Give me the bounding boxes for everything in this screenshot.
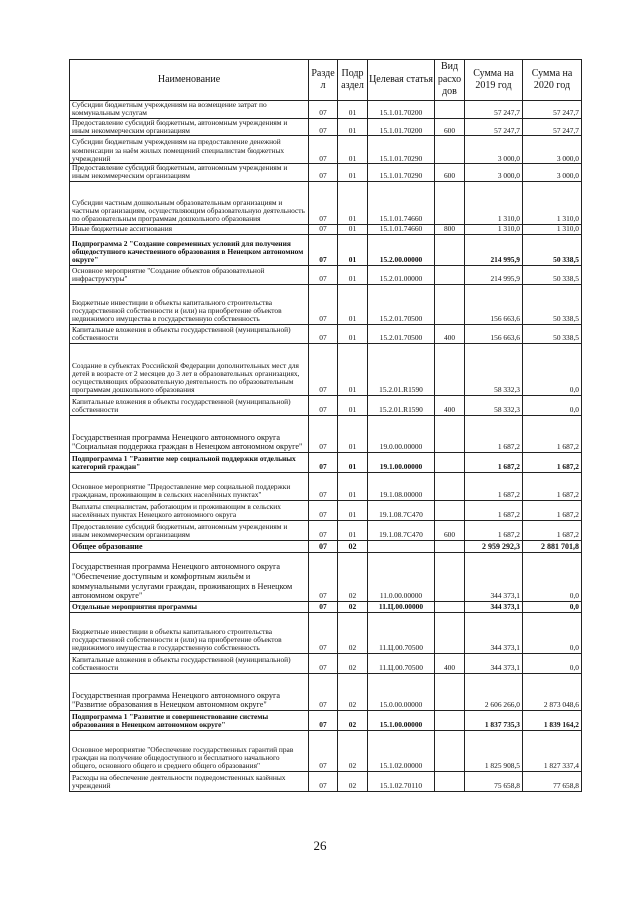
cell-sum-2020: 0,0 — [523, 395, 582, 415]
cell-razdel: 07 — [309, 472, 338, 500]
cell-name: Капитальные вложения в объекты государственной (муниципальной) собственности — [70, 653, 309, 673]
cell-razdel: 07 — [309, 500, 338, 520]
cell-razdel: 07 — [309, 540, 338, 552]
table-row — [70, 324, 582, 343]
table-row — [70, 552, 582, 601]
cell-article: 15.1.01.70200 — [368, 118, 435, 136]
budget-table — [69, 59, 582, 792]
cell-podrazdel: 01 — [338, 415, 368, 452]
cell-sum-2020: 57 247,7 — [523, 101, 582, 119]
table-row — [70, 452, 582, 472]
cell-article: 15.2.01.70500 — [368, 324, 435, 343]
cell-name: Иные бюджетные ассигнования — [70, 224, 309, 234]
cell-podrazdel: 01 — [338, 343, 368, 395]
table-row — [70, 601, 582, 612]
cell-podrazdel: 02 — [338, 730, 368, 771]
cell-podrazdel: 01 — [338, 234, 368, 265]
cell-sum-2019: 58 332,3 — [465, 395, 523, 415]
table-row — [70, 265, 582, 284]
table-row — [70, 284, 582, 324]
cell-podrazdel: 01 — [338, 520, 368, 540]
cell-sum-2020: 1 310,0 — [523, 224, 582, 234]
cell-sum-2019: 1 310,0 — [465, 224, 523, 234]
cell-razdel: 07 — [309, 520, 338, 540]
cell-sum-2020: 1 310,0 — [523, 181, 582, 224]
cell-sum-2020: 50 338,5 — [523, 284, 582, 324]
cell-podrazdel: 01 — [338, 284, 368, 324]
table-row — [70, 395, 582, 415]
cell-article: 15.1.01.70200 — [368, 101, 435, 119]
cell-vid — [435, 136, 465, 164]
cell-sum-2020: 2 881 701,8 — [523, 540, 582, 552]
cell-sum-2020: 1 839 164,2 — [523, 710, 582, 730]
cell-razdel: 07 — [309, 552, 338, 601]
cell-sum-2019: 1 687,2 — [465, 500, 523, 520]
cell-name: Основное мероприятие "Создание объектов образовательной инфраструктуры" — [70, 265, 309, 284]
cell-podrazdel: 01 — [338, 500, 368, 520]
table-row — [70, 234, 582, 265]
cell-podrazdel: 01 — [338, 395, 368, 415]
cell-article: 15.1.01.74660 — [368, 181, 435, 224]
cell-article: 19.1.08.7C470 — [368, 520, 435, 540]
cell-vid — [435, 343, 465, 395]
cell-sum-2019: 58 332,3 — [465, 343, 523, 395]
cell-vid: 800 — [435, 224, 465, 234]
cell-article: 15.1.02.00000 — [368, 730, 435, 771]
cell-sum-2019: 156 663,6 — [465, 324, 523, 343]
table-row — [70, 181, 582, 224]
cell-razdel: 07 — [309, 343, 338, 395]
cell-article: 15.2.00.00000 — [368, 234, 435, 265]
header-razdel: Разде л — [309, 60, 338, 101]
cell-name: Подпрограмма 2 "Создание современных условий для получения общедоступного качественного образования в Ненецком автономном округе" — [70, 234, 309, 265]
cell-podrazdel: 01 — [338, 224, 368, 234]
cell-vid: 400 — [435, 324, 465, 343]
cell-vid — [435, 612, 465, 653]
cell-article: 15.2.01.70500 — [368, 284, 435, 324]
cell-sum-2019: 3 000,0 — [465, 136, 523, 164]
cell-razdel: 07 — [309, 324, 338, 343]
cell-name: Выплаты специалистам, работающим и проживающим в сельских населённых пунктах Ненецкого автономного округа — [70, 500, 309, 520]
table-row — [70, 415, 582, 452]
cell-razdel: 07 — [309, 234, 338, 265]
cell-name: Субсидии бюджетным учреждениям на предоставление денежной компенсации за наём жилых помещений специалистам бюджетных учреждений — [70, 136, 309, 164]
cell-sum-2019: 1 687,2 — [465, 472, 523, 500]
cell-vid — [435, 540, 465, 552]
cell-article: 11.Ц.00.00000 — [368, 601, 435, 612]
cell-sum-2020: 50 338,5 — [523, 234, 582, 265]
cell-article: 15.1.01.70290 — [368, 164, 435, 182]
cell-vid — [435, 552, 465, 601]
cell-podrazdel: 01 — [338, 452, 368, 472]
cell-vid: 600 — [435, 520, 465, 540]
cell-sum-2019: 57 247,7 — [465, 101, 523, 119]
cell-vid — [435, 472, 465, 500]
cell-name: Бюджетные инвестиции в объекты капитального строительства государственной собственности и (или) на приобретение объектов недвижимого имущества в государственную собственность — [70, 612, 309, 653]
cell-sum-2020: 0,0 — [523, 601, 582, 612]
cell-razdel: 07 — [309, 710, 338, 730]
cell-razdel: 07 — [309, 653, 338, 673]
cell-razdel: 07 — [309, 224, 338, 234]
cell-podrazdel: 01 — [338, 181, 368, 224]
table-row — [70, 540, 582, 552]
cell-name: Предоставление субсидий бюджетным, автономным учреждениям и иным некоммерческим организациям — [70, 164, 309, 182]
cell-article: 15.1.02.70110 — [368, 771, 435, 791]
cell-article: 11.Ц.00.70500 — [368, 612, 435, 653]
cell-podrazdel: 02 — [338, 771, 368, 791]
header-name: Наименование — [70, 60, 309, 101]
cell-vid — [435, 452, 465, 472]
cell-sum-2020: 1 687,2 — [523, 472, 582, 500]
cell-podrazdel: 01 — [338, 164, 368, 182]
cell-sum-2019: 214 995,9 — [465, 265, 523, 284]
cell-sum-2020: 3 000,0 — [523, 136, 582, 164]
cell-sum-2019: 344 373,1 — [465, 612, 523, 653]
cell-sum-2020: 0,0 — [523, 552, 582, 601]
cell-sum-2019: 1 825 908,5 — [465, 730, 523, 771]
cell-razdel: 07 — [309, 673, 338, 710]
header-sum-2020: Сумма на 2020 год — [523, 60, 582, 101]
cell-razdel: 07 — [309, 181, 338, 224]
cell-sum-2019: 1 687,2 — [465, 520, 523, 540]
table-row — [70, 710, 582, 730]
cell-article: 15.2.01.R1590 — [368, 343, 435, 395]
cell-podrazdel: 01 — [338, 118, 368, 136]
table-row — [70, 771, 582, 791]
header-podrazdel: Подр аздел — [338, 60, 368, 101]
cell-sum-2020: 1 687,2 — [523, 415, 582, 452]
cell-razdel: 07 — [309, 164, 338, 182]
cell-sum-2020: 1 687,2 — [523, 500, 582, 520]
cell-sum-2019: 344 373,1 — [465, 552, 523, 601]
header-article: Целевая статья — [368, 60, 435, 101]
cell-vid — [435, 265, 465, 284]
cell-podrazdel: 02 — [338, 601, 368, 612]
cell-name: Капитальные вложения в объекты государственной (муниципальной) собственности — [70, 395, 309, 415]
table-row — [70, 653, 582, 673]
cell-sum-2020: 0,0 — [523, 343, 582, 395]
cell-podrazdel: 02 — [338, 612, 368, 653]
table-row — [70, 520, 582, 540]
cell-sum-2020: 50 338,5 — [523, 265, 582, 284]
header-sum-2019: Сумма на 2019 год — [465, 60, 523, 101]
table-row — [70, 612, 582, 653]
cell-sum-2020: 2 873 048,6 — [523, 673, 582, 710]
cell-article: 19.1.08.00000 — [368, 472, 435, 500]
cell-sum-2020: 1 687,2 — [523, 520, 582, 540]
page-number: 26 — [313, 838, 327, 853]
cell-name: Расходы на обеспечение деятельности подведомственных казённых учреждений — [70, 771, 309, 791]
cell-razdel: 07 — [309, 265, 338, 284]
table-row — [70, 118, 582, 136]
cell-sum-2019: 1 687,2 — [465, 452, 523, 472]
table-row — [70, 472, 582, 500]
cell-article: 11.Ц.00.70500 — [368, 653, 435, 673]
cell-sum-2019: 1 310,0 — [465, 181, 523, 224]
cell-vid: 600 — [435, 164, 465, 182]
cell-razdel: 07 — [309, 771, 338, 791]
cell-article: 15.0.00.00000 — [368, 673, 435, 710]
cell-sum-2020: 1 827 337,4 — [523, 730, 582, 771]
cell-vid: 400 — [435, 653, 465, 673]
cell-vid — [435, 673, 465, 710]
cell-name: Государственная программа Ненецкого автономного округа "Социальная поддержка граждан в Ненецком автономном округе" — [70, 415, 309, 452]
cell-vid — [435, 771, 465, 791]
cell-razdel: 07 — [309, 452, 338, 472]
table-row — [70, 136, 582, 164]
cell-podrazdel: 02 — [338, 653, 368, 673]
table-row — [70, 500, 582, 520]
table-row — [70, 343, 582, 395]
table-row — [70, 673, 582, 710]
cell-name: Субсидии бюджетным учреждениям на возмещение затрат по коммунальным услугам — [70, 101, 309, 119]
cell-podrazdel: 01 — [338, 265, 368, 284]
cell-article: 15.1.01.74660 — [368, 224, 435, 234]
cell-name: Общее образование — [70, 540, 309, 552]
cell-razdel: 07 — [309, 136, 338, 164]
cell-vid: 400 — [435, 395, 465, 415]
cell-podrazdel: 02 — [338, 552, 368, 601]
cell-name: Капитальные вложения в объекты государственной (муниципальной) собственности — [70, 324, 309, 343]
cell-razdel: 07 — [309, 612, 338, 653]
cell-sum-2019: 1 687,2 — [465, 415, 523, 452]
table-row — [70, 101, 582, 119]
table-body — [70, 101, 582, 792]
cell-name: Государственная программа Ненецкого автономного округа "Обеспечение доступным и комфортным жильём и коммунальными услугами граждан, проживающих в Ненецком автономном округе" — [70, 552, 309, 601]
cell-article: 19.1.08.7C470 — [368, 500, 435, 520]
cell-sum-2020: 1 687,2 — [523, 452, 582, 472]
cell-razdel: 07 — [309, 118, 338, 136]
cell-name: Подпрограмма 1 "Развитие и совершенствование системы образования в Ненецком автономном округе" — [70, 710, 309, 730]
cell-name: Предоставление субсидий бюджетным, автономным учреждениям и иным некоммерческим организациям — [70, 118, 309, 136]
header-vid: Вид расхо дов — [435, 60, 465, 101]
cell-vid — [435, 500, 465, 520]
cell-podrazdel: 01 — [338, 324, 368, 343]
cell-razdel: 07 — [309, 415, 338, 452]
cell-vid — [435, 730, 465, 771]
cell-podrazdel: 02 — [338, 540, 368, 552]
cell-sum-2019: 156 663,6 — [465, 284, 523, 324]
cell-sum-2020: 3 000,0 — [523, 164, 582, 182]
cell-name: Субсидии частным дошкольным образовательным организациям и частным организациям, осуществляющим образовательную деятельность по образовательным программам дошкольного образования — [70, 181, 309, 224]
cell-article: 15.1.00.00000 — [368, 710, 435, 730]
table-row — [70, 730, 582, 771]
cell-name: Основное мероприятие "Обеспечение государственных гарантий прав граждан на получение общедоступного и бесплатного начального общего, основного общего и среднего общего образования" — [70, 730, 309, 771]
cell-podrazdel: 02 — [338, 710, 368, 730]
cell-sum-2020: 0,0 — [523, 612, 582, 653]
cell-razdel: 07 — [309, 101, 338, 119]
cell-razdel: 07 — [309, 284, 338, 324]
cell-article: 15.2.01.00000 — [368, 265, 435, 284]
cell-sum-2019: 1 837 735,3 — [465, 710, 523, 730]
cell-name: Подпрограмма 1 "Развитие мер социальной поддержки отдельных категорий граждан" — [70, 452, 309, 472]
cell-razdel: 07 — [309, 601, 338, 612]
cell-sum-2020: 50 338,5 — [523, 324, 582, 343]
budget-document — [69, 59, 581, 792]
cell-name: Отдельные мероприятия программы — [70, 601, 309, 612]
table-header-row — [70, 60, 582, 101]
cell-vid — [435, 181, 465, 224]
cell-podrazdel: 01 — [338, 101, 368, 119]
cell-razdel: 07 — [309, 730, 338, 771]
cell-vid — [435, 101, 465, 119]
cell-article: 15.1.01.70290 — [368, 136, 435, 164]
cell-vid — [435, 284, 465, 324]
cell-vid — [435, 415, 465, 452]
cell-sum-2019: 214 995,9 — [465, 234, 523, 265]
cell-sum-2020: 77 658,8 — [523, 771, 582, 791]
cell-name: Основное мероприятие "Предоставление мер социальной поддержки гражданам, проживающим в сельских населённых пунктах" — [70, 472, 309, 500]
cell-podrazdel: 02 — [338, 673, 368, 710]
cell-sum-2019: 75 658,8 — [465, 771, 523, 791]
cell-article: 11.0.00.00000 — [368, 552, 435, 601]
cell-sum-2020: 57 247,7 — [523, 118, 582, 136]
cell-razdel: 07 — [309, 395, 338, 415]
table-row — [70, 164, 582, 182]
cell-podrazdel: 01 — [338, 472, 368, 500]
cell-sum-2019: 344 373,1 — [465, 653, 523, 673]
cell-name: Предоставление субсидий бюджетным, автономным учреждениям и иным некоммерческим организациям — [70, 520, 309, 540]
cell-name: Создание в субъектах Российской Федерации дополнительных мест для детей в возрасте от 2 месяцев до 3 лет в образовательных организациях, осуществляющих образовательную деятельность по образовательным программам дошкольного образования — [70, 343, 309, 395]
cell-sum-2020: 0,0 — [523, 653, 582, 673]
cell-sum-2019: 2 606 266,0 — [465, 673, 523, 710]
table-row — [70, 224, 582, 234]
cell-sum-2019: 3 000,0 — [465, 164, 523, 182]
cell-article: 19.0.00.00000 — [368, 415, 435, 452]
cell-name: Государственная программа Ненецкого автономного округа "Развитие образования в Ненецком автономном округе" — [70, 673, 309, 710]
cell-vid — [435, 601, 465, 612]
cell-sum-2019: 344 373,1 — [465, 601, 523, 612]
cell-article — [368, 540, 435, 552]
cell-vid: 600 — [435, 118, 465, 136]
cell-vid — [435, 710, 465, 730]
cell-vid — [435, 234, 465, 265]
cell-podrazdel: 01 — [338, 136, 368, 164]
cell-article: 15.2.01.R1590 — [368, 395, 435, 415]
cell-sum-2019: 57 247,7 — [465, 118, 523, 136]
cell-name: Бюджетные инвестиции в объекты капитального строительства государственной собственности и (или) на приобретение объектов недвижимого имущества в государственную собственность — [70, 284, 309, 324]
cell-sum-2019: 2 959 292,3 — [465, 540, 523, 552]
cell-article: 19.1.00.00000 — [368, 452, 435, 472]
